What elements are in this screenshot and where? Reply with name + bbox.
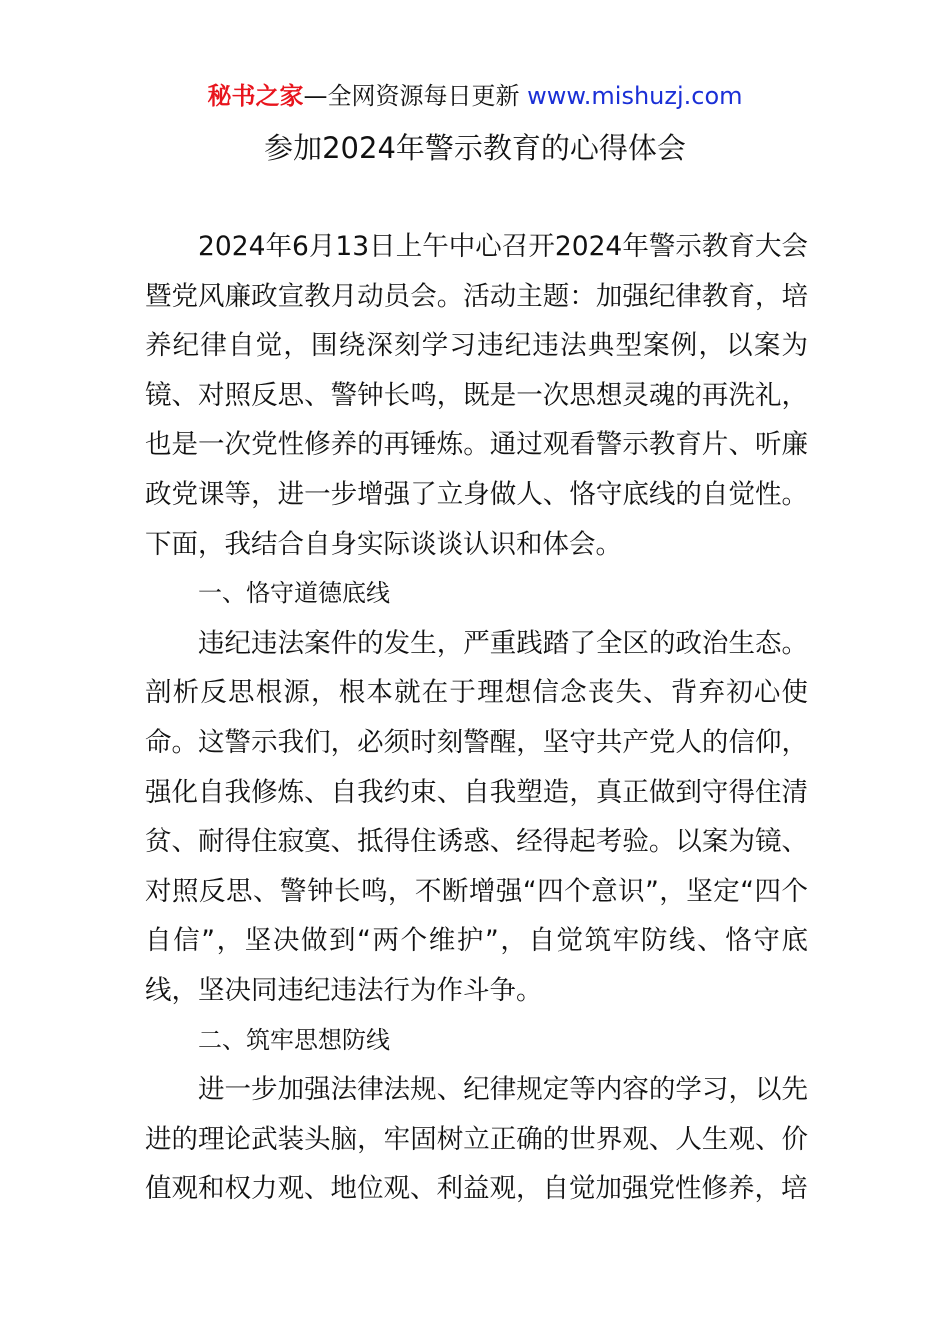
section-1-paragraph: 违纪违法案件的发生，严重践踏了全区的政治生态。剖析反思根源，根本就在于理想信念丧失、背弃初心使命。这警示我们，必须时刻警醒，坚守共产党人的信仰，强化自我修炼、自我约束、自我塑造，真正做到守得住清贫、耐得住寂寞、抵得住诱惑、经得起考验。以案为镜、对照反思、警钟长鸣，不断增强“四个意识”，坚定“四个自信”，坚决做到“两个维护”，自觉筑牢防线、恪守底线，坚决同违纪违法行为作斗争。 xyxy=(145,627,808,1006)
section-1-heading: 一、恪守道德底线 xyxy=(198,579,390,608)
section-2-paragraph: 进一步加强法律法规、纪律规定等内容的学习，以先进的理论武装头脑，牢固树立正确的世界观、人生观、价值观和权力观、地位观、利益观，自觉加强党性修养，培 xyxy=(145,1074,808,1205)
brand-name: 秘书之家 xyxy=(207,82,304,110)
header-tagline: —全网资源每日更新 xyxy=(303,82,528,110)
site-url-link[interactable]: www.mishuzj.com xyxy=(527,82,743,110)
section-2-heading: 二、筑牢思想防线 xyxy=(198,1025,390,1054)
site-header xyxy=(0,80,950,112)
document-title: 参加2024年警示教育的心得体会 xyxy=(264,131,686,165)
document-body xyxy=(145,222,808,1214)
intro-paragraph: 2024年6月13日上午中心召开2024年警示教育大会暨党风廉政宣教月动员会。活动主题：加强纪律教育，培养纪律自觉，围绕深刻学习违纪违法典型案例，以案为镜、对照反思、警钟长鸣，既是一次思想灵魂的再洗礼，也是一次党性修养的再锤炼。通过观看警示教育片、听廉政党课等，进一步增强了立身做人、恪守底线的自觉性。下面，我结合自身实际谈谈认识和体会。 xyxy=(145,231,808,560)
